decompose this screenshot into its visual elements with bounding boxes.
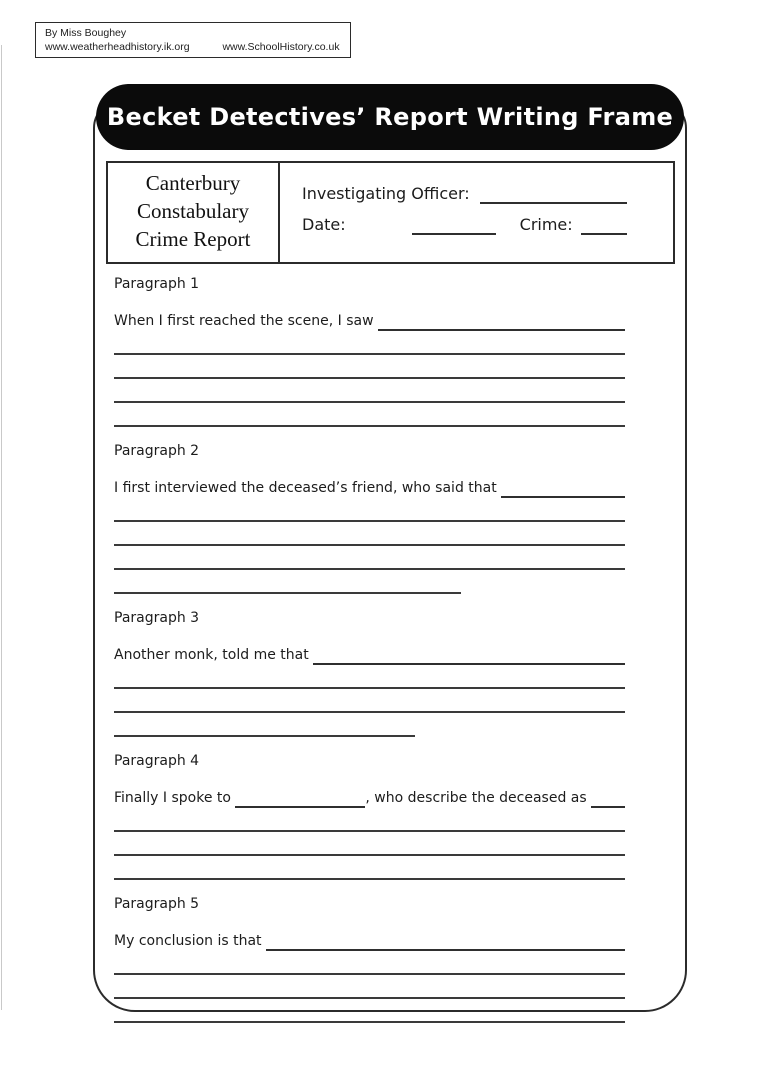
report-fields xyxy=(280,163,673,262)
investigating-officer-blank xyxy=(480,186,627,204)
paragraph-block xyxy=(114,752,625,880)
writing-line xyxy=(114,951,625,975)
credit-byline: By Miss Boughey xyxy=(45,27,127,39)
prompt-text: I first interviewed the deceased’s friend, who said that xyxy=(114,480,502,496)
answer-blank xyxy=(501,480,625,498)
crime-report-header-box xyxy=(106,161,675,264)
crime-label: Crime: xyxy=(519,215,573,234)
paragraph-label: Paragraph 4 xyxy=(114,753,200,769)
paragraph-prompt xyxy=(114,478,625,498)
writing-line xyxy=(114,570,461,594)
investigating-officer-row xyxy=(302,173,627,204)
paragraphs xyxy=(114,264,625,1023)
credit-website-1: www.weatherheadhistory.ik.org xyxy=(45,41,190,53)
writing-line xyxy=(114,713,415,737)
writing-line xyxy=(114,832,625,856)
prompt-text: My conclusion is that xyxy=(114,933,266,949)
writing-line xyxy=(114,975,625,999)
answer-blank xyxy=(313,647,625,665)
answer-blank xyxy=(378,313,625,331)
prompt-text: Another monk, told me that xyxy=(114,647,314,663)
paragraph-block xyxy=(114,275,625,427)
writing-line xyxy=(114,808,625,832)
paragraph-label: Paragraph 1 xyxy=(114,276,200,292)
worksheet-frame xyxy=(93,100,687,1012)
prompt-text: , who describe the deceased as xyxy=(365,790,592,806)
writing-line xyxy=(114,498,625,522)
answer-blank xyxy=(591,790,625,808)
writing-line xyxy=(114,379,625,403)
crime-blank xyxy=(581,217,627,235)
constabulary-title-line: Canterbury xyxy=(145,171,241,195)
constabulary-title-line: Constabulary xyxy=(137,199,249,223)
writing-line xyxy=(114,546,625,570)
writing-line xyxy=(114,355,625,379)
paragraph-block xyxy=(114,609,625,737)
date-label: Date: xyxy=(302,215,346,234)
scan-edge-artifact xyxy=(1,45,2,1010)
investigating-officer-label: Investigating Officer: xyxy=(302,184,470,203)
answer-blank xyxy=(266,933,625,951)
date-crime-row xyxy=(302,204,627,235)
writing-line xyxy=(114,331,625,355)
paragraph-prompt xyxy=(114,931,625,951)
paragraph-prompt xyxy=(114,311,625,331)
constabulary-title xyxy=(108,163,280,262)
constabulary-title-line: Crime Report xyxy=(135,227,251,251)
credit-box xyxy=(35,22,351,58)
writing-line xyxy=(114,403,625,427)
writing-line xyxy=(114,665,625,689)
writing-line xyxy=(114,522,625,546)
credit-website-2: www.SchoolHistory.co.uk xyxy=(222,41,340,53)
title-banner xyxy=(96,84,684,150)
paragraph-label: Paragraph 3 xyxy=(114,610,200,626)
prompt-text: Finally I spoke to xyxy=(114,790,236,806)
credit-websites xyxy=(45,40,350,54)
writing-line xyxy=(114,999,625,1023)
paragraph-block xyxy=(114,895,625,1023)
paragraph-label: Paragraph 2 xyxy=(114,443,200,459)
date-blank xyxy=(412,217,496,235)
answer-blank xyxy=(235,790,365,808)
page-title: Becket Detectives’ Report Writing Frame xyxy=(106,103,674,131)
paragraph-label: Paragraph 5 xyxy=(114,896,200,912)
paragraph-block xyxy=(114,442,625,594)
paragraph-prompt xyxy=(114,788,625,808)
writing-line xyxy=(114,856,625,880)
paragraph-prompt xyxy=(114,645,625,665)
prompt-text: When I first reached the scene, I saw xyxy=(114,313,378,329)
writing-line xyxy=(114,689,625,713)
